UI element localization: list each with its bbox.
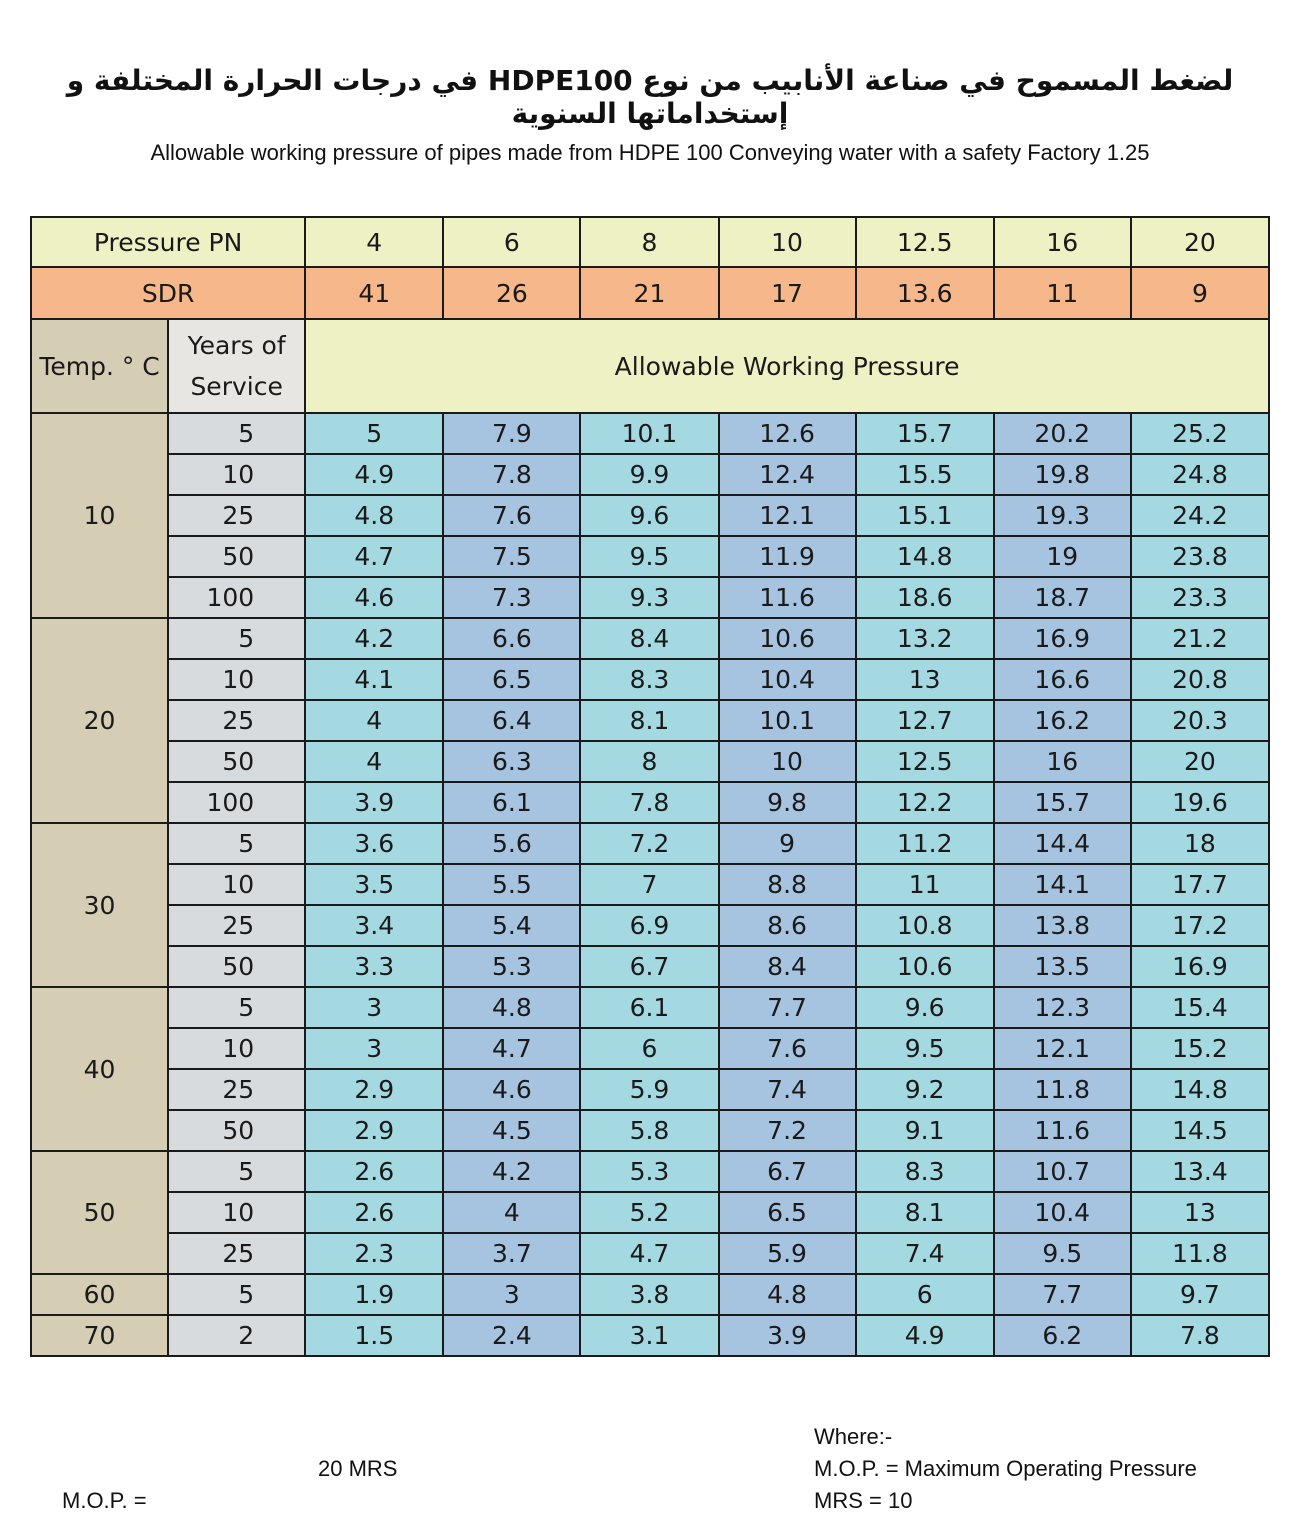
pressure-value-cell: 17.7 (1131, 864, 1269, 905)
pressure-value-cell: 4.7 (443, 1028, 580, 1069)
pressure-value-cell: 8.1 (856, 1192, 994, 1233)
years-cell: 25 (168, 700, 305, 741)
pressure-value-cell: 7.7 (719, 987, 856, 1028)
temperature-cell: 30 (31, 823, 168, 987)
pressure-value-cell: 13.5 (994, 946, 1131, 987)
years-cell: 100 (168, 577, 305, 618)
pressure-value-cell: 4.1 (305, 659, 443, 700)
pressure-value-cell: 10.4 (994, 1192, 1131, 1233)
years-cell: 25 (168, 1069, 305, 1110)
pressure-value-cell: 3 (305, 987, 443, 1028)
pressure-value-cell: 7.6 (719, 1028, 856, 1069)
pressure-value-cell: 13.4 (1131, 1151, 1269, 1192)
pressure-value-cell: 18 (1131, 823, 1269, 864)
temperature-cell: 70 (31, 1315, 168, 1356)
pressure-value-cell: 5.6 (443, 823, 580, 864)
pressure-value-cell: 9.2 (856, 1069, 994, 1110)
pressure-value-cell: 12.1 (994, 1028, 1131, 1069)
pressure-value-cell: 2.6 (305, 1151, 443, 1192)
temperature-cell: 20 (31, 618, 168, 823)
pressure-value-cell: 11.8 (1131, 1233, 1269, 1274)
pressure-value-cell: 8.3 (580, 659, 718, 700)
pressure-value-cell: 7.4 (856, 1233, 994, 1274)
pressure-value-cell: 6.7 (719, 1151, 856, 1192)
years-cell: 5 (168, 823, 305, 864)
sdr-value: 13.6 (856, 267, 994, 319)
sdr-value: 9 (1131, 267, 1269, 319)
sdr-value: 11 (994, 267, 1131, 319)
pressure-value-cell: 6.5 (719, 1192, 856, 1233)
pressure-value-cell: 15.7 (856, 413, 994, 454)
pn-value: 16 (994, 217, 1131, 267)
pressure-value-cell: 3 (305, 1028, 443, 1069)
pressure-value-cell: 3.1 (580, 1315, 718, 1356)
pressure-value-cell: 13.2 (856, 618, 994, 659)
pressure-value-cell: 24.2 (1131, 495, 1269, 536)
temp-header: Temp. ° C (31, 319, 168, 413)
pressure-value-cell: 7.8 (1131, 1315, 1269, 1356)
pressure-value-cell: 7.3 (443, 577, 580, 618)
pressure-value-cell: 5.2 (580, 1192, 718, 1233)
pressure-value-cell: 2.3 (305, 1233, 443, 1274)
pressure-value-cell: 5.5 (443, 864, 580, 905)
pn-value: 20 (1131, 217, 1269, 267)
pressure-value-cell: 3.6 (305, 823, 443, 864)
pressure-value-cell: 9.7 (1131, 1274, 1269, 1315)
pressure-value-cell: 14.1 (994, 864, 1131, 905)
pressure-value-cell: 8.4 (719, 946, 856, 987)
temperature-cell: 60 (31, 1274, 168, 1315)
pressure-value-cell: 7.2 (580, 823, 718, 864)
table-row (31, 413, 1269, 454)
sdr-value: 21 (580, 267, 718, 319)
pressure-value-cell: 17.2 (1131, 905, 1269, 946)
pressure-value-cell: 12.1 (719, 495, 856, 536)
pressure-value-cell: 9.6 (580, 495, 718, 536)
pressure-value-cell: 11.6 (719, 577, 856, 618)
sdr-value: 41 (305, 267, 443, 319)
pressure-value-cell: 4.8 (443, 987, 580, 1028)
pressure-value-cell: 3.3 (305, 946, 443, 987)
pressure-value-cell: 15.5 (856, 454, 994, 495)
table-row (31, 1151, 1269, 1192)
pressure-value-cell: 11.9 (719, 536, 856, 577)
pressure-value-cell: 9.9 (580, 454, 718, 495)
pressure-value-cell: 16.6 (994, 659, 1131, 700)
mop-formula-label: M.O.P. = (62, 1488, 147, 1513)
pressure-value-cell: 1.5 (305, 1315, 443, 1356)
table-row (31, 536, 1269, 577)
table-row (31, 1069, 1269, 1110)
pressure-value-cell: 11.8 (994, 1069, 1131, 1110)
pressure-value-cell: 19.6 (1131, 782, 1269, 823)
pressure-value-cell: 19.8 (994, 454, 1131, 495)
table-row (31, 700, 1269, 741)
pressure-value-cell: 7.8 (443, 454, 580, 495)
pressure-value-cell: 15.2 (1131, 1028, 1269, 1069)
pressure-value-cell: 12.4 (719, 454, 856, 495)
pressure-value-cell: 8.6 (719, 905, 856, 946)
years-cell: 5 (168, 618, 305, 659)
pressure-value-cell: 7.4 (719, 1069, 856, 1110)
years-cell: 100 (168, 782, 305, 823)
pressure-value-cell: 3 (443, 1274, 580, 1315)
sdr-value: 26 (443, 267, 580, 319)
pressure-value-cell: 4.7 (580, 1233, 718, 1274)
pressure-value-cell: 10.1 (719, 700, 856, 741)
years-cell: 10 (168, 659, 305, 700)
pressure-value-cell: 3.9 (305, 782, 443, 823)
pressure-value-cell: 5.4 (443, 905, 580, 946)
pressure-value-cell: 16.9 (1131, 946, 1269, 987)
mop-definition: M.O.P. = Maximum Operating Pressure (814, 1456, 1197, 1481)
pressure-value-cell: 16 (994, 741, 1131, 782)
pressure-value-cell: 5.9 (719, 1233, 856, 1274)
table-row (31, 618, 1269, 659)
pressure-value-cell: 7.2 (719, 1110, 856, 1151)
pressure-value-cell: 1.9 (305, 1274, 443, 1315)
years-cell: 25 (168, 1233, 305, 1274)
pressure-value-cell: 7 (580, 864, 718, 905)
table-row (31, 1315, 1269, 1356)
pressure-value-cell: 6 (856, 1274, 994, 1315)
pressure-value-cell: 9.6 (856, 987, 994, 1028)
pressure-value-cell: 4 (305, 700, 443, 741)
where-label: Where:- (814, 1424, 893, 1449)
table-row (31, 577, 1269, 618)
pressure-value-cell: 4.9 (856, 1315, 994, 1356)
pressure-value-cell: 6 (580, 1028, 718, 1069)
temperature-cell: 50 (31, 1151, 168, 1274)
years-cell: 10 (168, 1192, 305, 1233)
pressure-table (30, 216, 1270, 1357)
years-of-service-header: Years of Service (168, 319, 305, 413)
table-row (31, 1028, 1269, 1069)
pressure-value-cell: 14.8 (1131, 1069, 1269, 1110)
pressure-value-cell: 2.9 (305, 1110, 443, 1151)
pressure-value-cell: 5.3 (580, 1151, 718, 1192)
pressure-value-cell: 14.5 (1131, 1110, 1269, 1151)
pressure-value-cell: 7.9 (443, 413, 580, 454)
pressure-value-cell: 19 (994, 536, 1131, 577)
pressure-value-cell: 21.2 (1131, 618, 1269, 659)
table-row (31, 864, 1269, 905)
pressure-value-cell: 5.9 (580, 1069, 718, 1110)
pressure-value-cell: 8.8 (719, 864, 856, 905)
pressure-value-cell: 12.5 (856, 741, 994, 782)
pressure-value-cell: 16.9 (994, 618, 1131, 659)
pressure-value-cell: 6.3 (443, 741, 580, 782)
table-row (31, 1274, 1269, 1315)
pressure-value-cell: 3.8 (580, 1274, 718, 1315)
years-cell: 50 (168, 741, 305, 782)
pressure-value-cell: 23.8 (1131, 536, 1269, 577)
pressure-value-cell: 6.1 (580, 987, 718, 1028)
years-cell: 10 (168, 1028, 305, 1069)
pressure-value-cell: 4.8 (719, 1274, 856, 1315)
pressure-value-cell: 24.8 (1131, 454, 1269, 495)
pressure-value-cell: 5 (305, 413, 443, 454)
pressure-value-cell: 9.8 (719, 782, 856, 823)
pressure-value-cell: 8.1 (580, 700, 718, 741)
pressure-value-cell: 9.3 (580, 577, 718, 618)
pressure-value-cell: 11.6 (994, 1110, 1131, 1151)
pressure-value-cell: 4.7 (305, 536, 443, 577)
pressure-value-cell: 13 (856, 659, 994, 700)
years-cell: 5 (168, 987, 305, 1028)
pressure-value-cell: 10.6 (719, 618, 856, 659)
pressure-value-cell: 6.4 (443, 700, 580, 741)
pressure-value-cell: 7.7 (994, 1274, 1131, 1315)
pressure-value-cell: 4.8 (305, 495, 443, 536)
pressure-value-cell: 3.5 (305, 864, 443, 905)
temperature-cell: 40 (31, 987, 168, 1151)
pressure-value-cell: 6.7 (580, 946, 718, 987)
pressure-value-cell: 10.4 (719, 659, 856, 700)
pressure-value-cell: 4.6 (443, 1069, 580, 1110)
mrs-definition: MRS = 10 (814, 1488, 913, 1513)
pressure-value-cell: 9.1 (856, 1110, 994, 1151)
pressure-value-cell: 4 (443, 1192, 580, 1233)
pressure-value-cell: 10.7 (994, 1151, 1131, 1192)
table-row (31, 659, 1269, 700)
pressure-value-cell: 12.3 (994, 987, 1131, 1028)
pressure-value-cell: 3.4 (305, 905, 443, 946)
table-row (31, 1233, 1269, 1274)
table-row (31, 741, 1269, 782)
years-cell: 50 (168, 1110, 305, 1151)
pressure-value-cell: 8 (580, 741, 718, 782)
pressure-value-cell: 20.3 (1131, 700, 1269, 741)
arabic-title: لضغط المسموح في صناعة الأنابيب من نوع HDPE100 في درجات الحرارة المختلفة و إستخداماتها السنوية (66, 64, 1234, 130)
pressure-value-cell: 5.8 (580, 1110, 718, 1151)
years-cell: 5 (168, 413, 305, 454)
pressure-value-cell: 11.2 (856, 823, 994, 864)
pressure-value-cell: 4 (305, 741, 443, 782)
sdr-row (31, 267, 1269, 319)
pressure-pn-label: Pressure PN (31, 217, 305, 267)
pressure-value-cell: 4.9 (305, 454, 443, 495)
table-row (31, 1192, 1269, 1233)
pressure-value-cell: 3.9 (719, 1315, 856, 1356)
years-cell: 5 (168, 1274, 305, 1315)
pressure-value-cell: 6.1 (443, 782, 580, 823)
table-row (31, 782, 1269, 823)
pressure-value-cell: 20.2 (994, 413, 1131, 454)
pressure-value-cell: 2.6 (305, 1192, 443, 1233)
allowable-working-pressure-header: Allowable Working Pressure (305, 319, 1269, 413)
pn-value: 4 (305, 217, 443, 267)
pressure-value-cell: 4.6 (305, 577, 443, 618)
table-row (31, 495, 1269, 536)
pressure-value-cell: 9.5 (580, 536, 718, 577)
pressure-value-cell: 11 (856, 864, 994, 905)
mrs-note: 20 MRS (318, 1456, 398, 1481)
table-row (31, 1110, 1269, 1151)
pressure-value-cell: 9.5 (856, 1028, 994, 1069)
pressure-value-cell: 9 (719, 823, 856, 864)
pressure-value-cell: 20 (1131, 741, 1269, 782)
pn-value: 8 (580, 217, 718, 267)
column-header-row (31, 319, 1269, 413)
years-cell: 25 (168, 495, 305, 536)
years-cell: 50 (168, 536, 305, 577)
pressure-value-cell: 12.7 (856, 700, 994, 741)
pressure-value-cell: 19.3 (994, 495, 1131, 536)
pressure-value-cell: 10.1 (580, 413, 718, 454)
english-title: Allowable working pressure of pipes made from HDPE 100 Conveying water with a safety Factory 1.25 (150, 140, 1150, 165)
pressure-value-cell: 16.2 (994, 700, 1131, 741)
years-cell: 25 (168, 905, 305, 946)
pressure-value-cell: 12.2 (856, 782, 994, 823)
years-cell: 50 (168, 946, 305, 987)
pressure-value-cell: 4.2 (443, 1151, 580, 1192)
pressure-value-cell: 6.6 (443, 618, 580, 659)
pressure-value-cell: 6.9 (580, 905, 718, 946)
pressure-value-cell: 5.3 (443, 946, 580, 987)
pressure-value-cell: 7.8 (580, 782, 718, 823)
years-cell: 10 (168, 864, 305, 905)
temperature-cell: 10 (31, 413, 168, 618)
pressure-value-cell: 10.8 (856, 905, 994, 946)
pressure-value-cell: 7.5 (443, 536, 580, 577)
pressure-value-cell: 14.4 (994, 823, 1131, 864)
sdr-label: SDR (31, 267, 305, 319)
sdr-value: 17 (719, 267, 856, 319)
pn-value: 12.5 (856, 217, 994, 267)
years-cell: 5 (168, 1151, 305, 1192)
pressure-value-cell: 2.9 (305, 1069, 443, 1110)
pressure-value-cell: 4.2 (305, 618, 443, 659)
years-cell: 2 (168, 1315, 305, 1356)
pressure-value-cell: 18.7 (994, 577, 1131, 618)
pressure-value-cell: 7.6 (443, 495, 580, 536)
pressure-value-cell: 4.5 (443, 1110, 580, 1151)
pressure-value-cell: 23.3 (1131, 577, 1269, 618)
pressure-value-cell: 10 (719, 741, 856, 782)
pressure-value-cell: 13.8 (994, 905, 1131, 946)
pn-value: 6 (443, 217, 580, 267)
pressure-value-cell: 9.5 (994, 1233, 1131, 1274)
pressure-value-cell: 6.5 (443, 659, 580, 700)
pressure-value-cell: 2.4 (443, 1315, 580, 1356)
table-row (31, 454, 1269, 495)
pressure-value-cell: 14.8 (856, 536, 994, 577)
years-cell: 10 (168, 454, 305, 495)
pressure-value-cell: 3.7 (443, 1233, 580, 1274)
pressure-value-cell: 20.8 (1131, 659, 1269, 700)
pressure-value-cell: 8.3 (856, 1151, 994, 1192)
pressure-value-cell: 15.1 (856, 495, 994, 536)
pressure-value-cell: 25.2 (1131, 413, 1269, 454)
pressure-value-cell: 15.4 (1131, 987, 1269, 1028)
pressure-value-cell: 8.4 (580, 618, 718, 659)
pn-value: 10 (719, 217, 856, 267)
pressure-value-cell: 15.7 (994, 782, 1131, 823)
table-row (31, 823, 1269, 864)
pressure-value-cell: 12.6 (719, 413, 856, 454)
pressure-value-cell: 13 (1131, 1192, 1269, 1233)
table-row (31, 987, 1269, 1028)
pressure-value-cell: 10.6 (856, 946, 994, 987)
pressure-value-cell: 6.2 (994, 1315, 1131, 1356)
pressure-pn-row (31, 217, 1269, 267)
pressure-value-cell: 18.6 (856, 577, 994, 618)
table-row (31, 905, 1269, 946)
table-row (31, 946, 1269, 987)
